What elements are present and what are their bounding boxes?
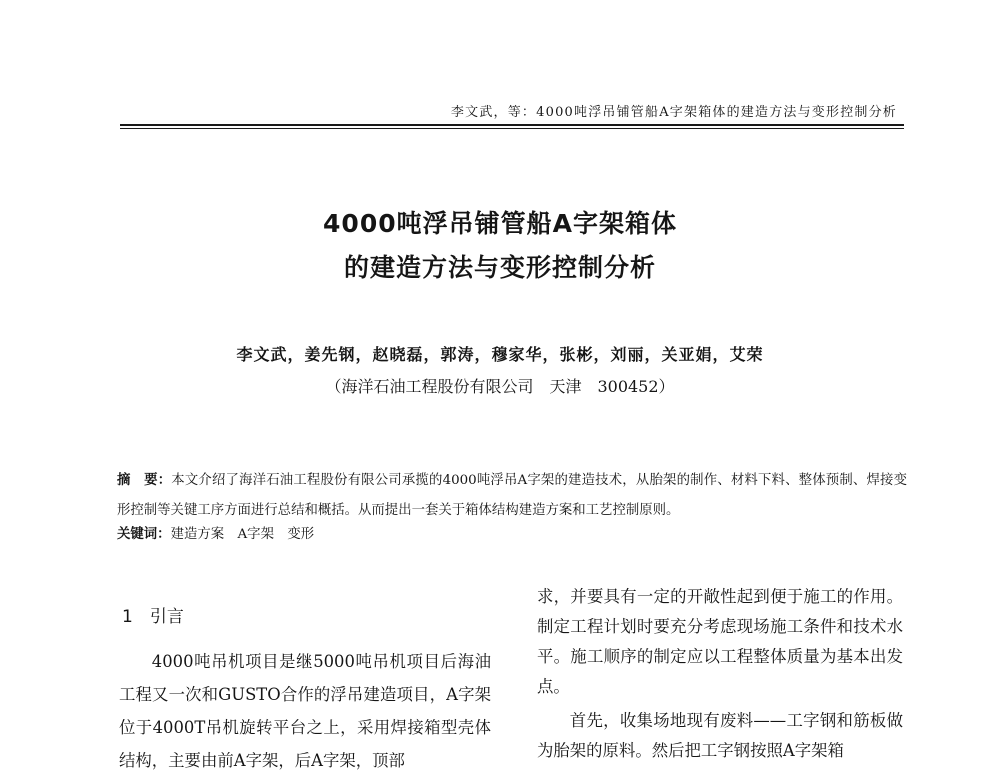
left-column-paragraph: 4000吨吊机项目是继5000吨吊机项目后海油工程又一次和GUSTO合作的浮吊建造项目，A字架位于4000T吊机旋转平台之上，采用焊接箱型壳体结构，主要由前A字架，后A字架，顶部: [119, 652, 491, 770]
running-head: 李文武，等：4000吨浮吊铺管船A字架箱体的建造方法与变形控制分析: [450, 105, 897, 120]
abstract-text: 本文介绍了海洋石油工程股份有限公司承揽的4000吨浮吊A字架的建造技术，从胎架的制作、材料下料、整体预制、焊接变形控制等关键工序方面进行总结和概括。从而提出一套关于箱体结构建造方案和工艺控制原则。: [117, 473, 908, 518]
keywords-label: 关键词：: [117, 527, 171, 542]
author-list: 李文武，姜先钢，赵晓磊，郭涛，穆家华，张彬，刘丽，关亚娟，艾荣: [236, 345, 764, 364]
keywords-text: 建造方案 A字架 变形: [170, 527, 315, 542]
section-number: 1: [122, 607, 133, 627]
abstract-label: 摘 要：: [117, 473, 172, 488]
abstract: [117, 466, 907, 526]
right-column-paragraph-1: 求，并要具有一定的开敞性起到便于施工的作用。制定工程计划时要充分考虑现场施工条件和技术水平。施工顺序的制定应以工程整体质量为基本出发点。: [537, 587, 903, 696]
header-rule: [120, 124, 904, 126]
keywords: [117, 526, 907, 544]
paper-title-line-2: 的建造方法与变形控制分析: [343, 253, 656, 282]
header-rule-thin: [120, 128, 904, 129]
affiliation: （海洋石油工程股份有限公司 天津 300452）: [325, 377, 675, 396]
right-column-paragraph-2: 首先，收集场地现有废料——工字钢和筋板做为胎架的原料。然后把工字钢按照A字架箱: [537, 711, 903, 760]
paper-title-line-1: 4000吨浮吊铺管船A字架箱体: [323, 209, 677, 238]
right-column: [537, 582, 903, 766]
section-heading: [122, 602, 184, 627]
section-title: 引言: [149, 607, 184, 627]
